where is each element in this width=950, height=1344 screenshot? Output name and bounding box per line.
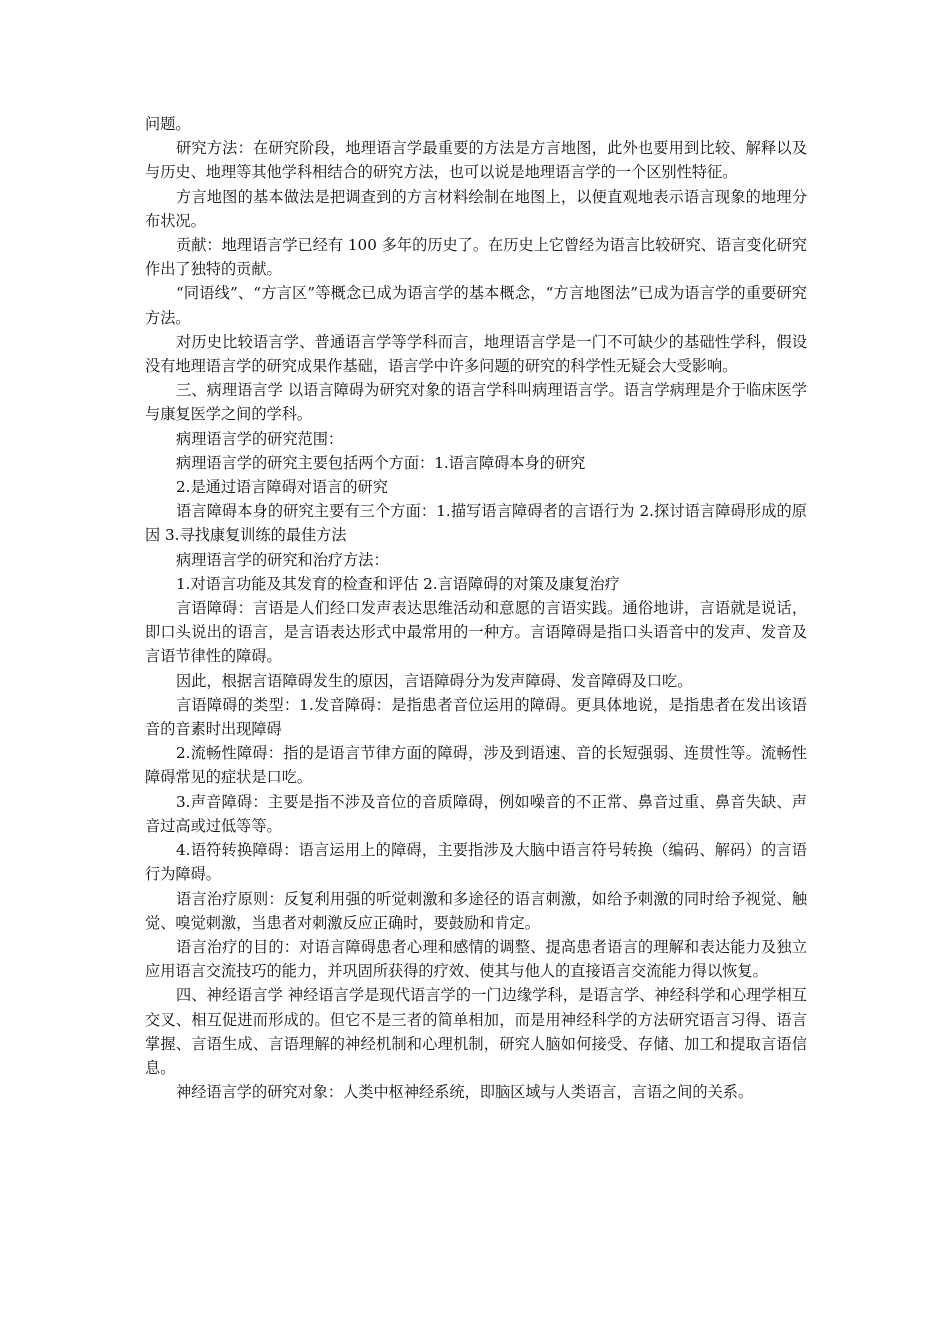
document-page: [145, 112, 807, 1104]
paragraph-disorder-research-aspects: 语言障碍本身的研究主要有三个方面：1.描写语言障碍者的言语行为 2.探讨语言障碍形成的原因 3.寻找康复训练的最佳方法: [145, 502, 807, 545]
paragraph-therapy-goal: 语言治疗的目的：对语言障碍患者心理和感情的调整、提高患者语言的理解和表达能力及独立应用语言交流技巧的能力，并巩固所获得的疗效、使其与他人的直接语言交流能力得以恢复。: [145, 937, 807, 981]
paragraph-isogloss-concepts: “同语线”、“方言区”等概念已成为语言学的基本概念，“方言地图法”已成为语言学的重要研究方法。: [145, 284, 807, 327]
paragraph-research-scope-2: 2.是通过语言障碍对语言的研究: [176, 478, 388, 497]
paragraph-neurolinguistics-object: 神经语言学的研究对象：人类中枢神经系统，即脑区域与人类语言，言语之间的关系。: [176, 1083, 754, 1102]
paragraph-research-scope-title: 病理语言学的研究范围：: [176, 429, 344, 448]
paragraph-disorder-type-1: 言语障碍的类型：1.发音障碍：是指患者音位运用的障碍。更具体地说，是指患者在发出该语音的音素时出现障碍: [145, 695, 807, 739]
paragraph-disorder-type-4: 4.语符转换障碍：语言运用上的障碍，主要指涉及大脑中语言符号转换（编码、解码）的言语行为障碍。: [145, 841, 807, 884]
paragraph-treatment-methods-list: 1.对语言功能及其发育的检查和评估 2.言语障碍的对策及康复治疗: [176, 574, 620, 593]
section-heading-pathological-linguistics: 三、病理语言学 以语言障碍为研究对象的语言学科叫病理语言学。语言学病理是介于临床医学与康复医学之间的学科。: [145, 381, 807, 424]
paragraph-dialect-map: 方言地图的基本做法是把调查到的方言材料绘制在地图上，以便直观地表示语言现象的地理分布状况。: [145, 187, 807, 230]
paragraph-research-scope-1: 病理语言学的研究主要包括两个方面：1.语言障碍本身的研究: [176, 453, 586, 472]
paragraph-contribution: 贡献：地理语言学已经有 100 多年的历史了。在历史上它曾经为语言比较研究、语言变化研究作出了独特的贡献。: [145, 236, 807, 279]
paragraph-disorder-type-3: 3.声音障碍：主要是指不涉及音位的音质障碍，例如噪音的不正常、鼻音过重、鼻音失缺、声音过高或过低等等。: [145, 792, 807, 835]
paragraph-continuation: 问题。: [145, 115, 191, 133]
paragraph-speech-disorder-definition: 言语障碍：言语是人们经口发声表达思维活动和意愿的言语实践。通俗地讲，言语就是说话，即口头说出的语言，是言语表达形式中最常用的一种方。言语障碍是指口头语音中的发声、发音及言语节律性的障碍。: [145, 599, 807, 666]
paragraph-therapy-principle: 语言治疗原则：反复利用强的听觉刺激和多途径的语言刺激，如给予刺激的同时给予视觉、触觉、嗅觉刺激，当患者对刺激反应正确时，要鼓励和肯定。: [145, 889, 807, 932]
section-heading-neurolinguistics: 四、神经语言学 神经语言学是现代语言学的一门边缘学科，是语言学、神经科学和心理学相互交叉、相互促进而形成的。但它不是三者的简单相加，而是用神经科学的方法研究语言习得、语言掌握、言语生成、言语理解的神经机制和心理机制，研究人脑如何接受、存储、加工和提取言语信息。: [145, 986, 807, 1077]
paragraph-foundation-discipline: 对历史比较语言学、普通语言学等学科而言，地理语言学是一门不可缺少的基础性学科，假设没有地理语言学的研究成果作基础，语言学中许多问题的研究的科学性无疑会大受影响。: [145, 332, 807, 376]
paragraph-research-method: 研究方法：在研究阶段，地理语言学最重要的方法是方言地图，此外也要用到比较、解释以及与历史、地理等其他学科相结合的研究方法，也可以说是地理语言学的一个区别性特征。: [145, 139, 807, 182]
paragraph-speech-disorder-classes: 因此，根据言语障碍发生的原因，言语障碍分为发声障碍、发音障碍及口吃。: [176, 671, 693, 690]
paragraph-disorder-type-2: 2.流畅性障碍：指的是语言节律方面的障碍，涉及到语速、音的长短强弱、连贯性等。流畅性障碍常见的症状是口吃。: [145, 744, 807, 787]
paragraph-treatment-methods-title: 病理语言学的研究和治疗方法：: [176, 550, 389, 569]
